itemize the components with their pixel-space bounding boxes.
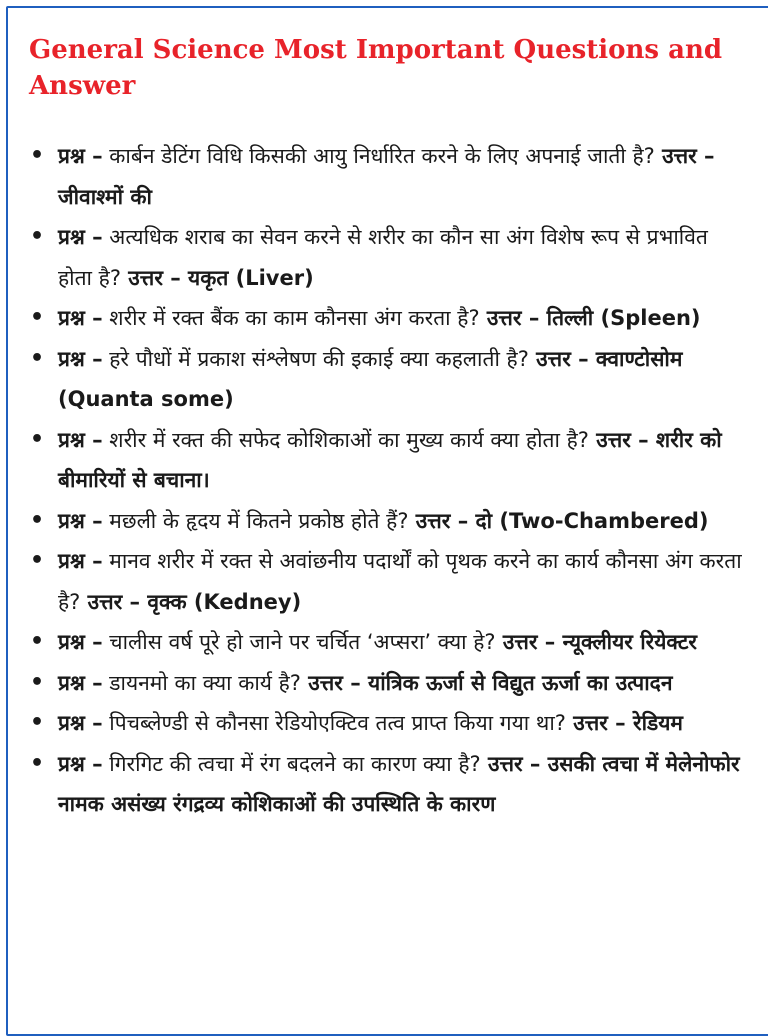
- answer-label: उत्तर –: [408, 508, 469, 533]
- qa-item: [24, 339, 744, 420]
- answer-label: उत्तर –: [588, 427, 649, 452]
- qa-item: [24, 298, 744, 339]
- answer-text: रेडियम: [625, 711, 683, 735]
- bullet-icon: •: [30, 548, 45, 573]
- question-text: गिरगिट की त्वचा में रंग बदलने का कारण क्या है?: [102, 751, 481, 776]
- bullet-icon: •: [30, 507, 45, 533]
- answer-text: शरीर को बीमारियों से बचाना।: [58, 427, 722, 492]
- qa-item: [24, 663, 744, 704]
- bullet-icon: •: [30, 629, 45, 654]
- answer-label: उत्तर –: [480, 751, 541, 776]
- answer-label: उत्तर –: [80, 589, 141, 614]
- question-label: प्रश्न –: [58, 346, 103, 371]
- qa-list: [24, 136, 744, 825]
- answer-text: तिल्ली (Spleen): [539, 306, 701, 330]
- answer-label: उत्तर –: [495, 630, 556, 654]
- answer-label: उत्तर –: [300, 670, 361, 695]
- question-text: कार्बन डेटिंग विधि किसकी आयु निर्धारित करने के लिए अपनाई जाती है?: [102, 144, 655, 168]
- page-title: General Science Most Important Questions and Answer: [29, 35, 723, 101]
- qa-item: [24, 744, 744, 825]
- answer-text: न्यूक्लीयर रियेक्टर: [555, 630, 698, 654]
- answer-label: उत्तर –: [565, 711, 626, 735]
- question-label: प्रश्न –: [58, 711, 103, 735]
- question-text: मछली के हृदय में कितने प्रकोष्ठ होते हैं?: [102, 508, 409, 533]
- question-text: शरीर में रक्त की सफेद कोशिकाओं का मुख्य कार्य क्या होता है?: [102, 427, 589, 452]
- bullet-icon: •: [30, 143, 45, 168]
- qa-item: [24, 136, 744, 217]
- question-text: पिचब्लेण्डी से कौनसा रेडियोएक्टिव तत्व प्राप्त किया गया था?: [102, 711, 566, 735]
- answer-text: यांत्रिक ऊर्जा से विद्युत ऊर्जा का उत्पादन: [360, 670, 673, 695]
- qa-item: [24, 420, 744, 501]
- bullet-icon: •: [30, 305, 45, 330]
- question-label: प्रश्न –: [58, 144, 103, 168]
- question-label: प्रश्न –: [58, 751, 103, 776]
- answer-text: उसकी त्वचा में मेलेनोफोर नामक असंख्य रंगद्रव्य कोशिकाओं की उपस्थिति के कारण: [58, 751, 740, 816]
- question-label: प्रश्न –: [58, 306, 103, 330]
- bullet-icon: •: [30, 426, 45, 452]
- answer-label: उत्तर –: [479, 306, 540, 330]
- bullet-icon: •: [30, 669, 45, 695]
- question-label: प्रश्न –: [58, 630, 103, 654]
- question-label: प्रश्न –: [58, 670, 103, 695]
- question-text: शरीर में रक्त बैंक का काम कौनसा अंग करता है?: [102, 306, 480, 330]
- qa-item: [24, 217, 744, 298]
- answer-text: यकृत (Liver): [180, 265, 314, 290]
- bullet-icon: •: [30, 710, 45, 735]
- qa-item: [24, 541, 744, 622]
- qa-item: [24, 501, 744, 542]
- qa-item: [24, 703, 744, 744]
- answer-text: दो (Two-Chambered): [468, 508, 709, 533]
- question-text: अत्यधिक शराब का सेवन करने से शरीर का कौन सा अंग विशेष रूप से प्रभावित होता है?: [58, 225, 708, 290]
- answer-label: उत्तर –: [120, 265, 181, 290]
- question-label: प्रश्न –: [58, 508, 103, 533]
- answer-label: उत्तर –: [654, 144, 715, 168]
- question-label: प्रश्न –: [58, 549, 103, 573]
- answer-text: क्वाण्टोसोम (Quanta some): [58, 346, 683, 411]
- answer-text: जीवाश्मों की: [58, 184, 152, 209]
- bullet-icon: •: [30, 345, 45, 371]
- answer-label: उत्तर –: [528, 346, 589, 371]
- question-text: मानव शरीर में रक्त से अवांछनीय पदार्थों को पृथक करने का कार्य कौनसा अंग करता है?: [58, 549, 742, 614]
- question-text: डायनमो का क्या कार्य है?: [102, 670, 301, 695]
- qa-item: [24, 622, 744, 663]
- question-text: चालीस वर्ष पूरे हो जाने पर चर्चित ‘अप्सरा’ क्या हे?: [102, 630, 496, 654]
- bullet-icon: •: [30, 224, 45, 249]
- question-label: प्रश्न –: [58, 427, 103, 452]
- bullet-icon: •: [30, 750, 45, 776]
- answer-text: वृक्क (Kedney): [140, 589, 302, 614]
- question-text: हरे पौधों में प्रकाश संश्लेषण की इकाई क्या कहलाती है?: [102, 346, 529, 371]
- question-label: प्रश्न –: [58, 225, 103, 249]
